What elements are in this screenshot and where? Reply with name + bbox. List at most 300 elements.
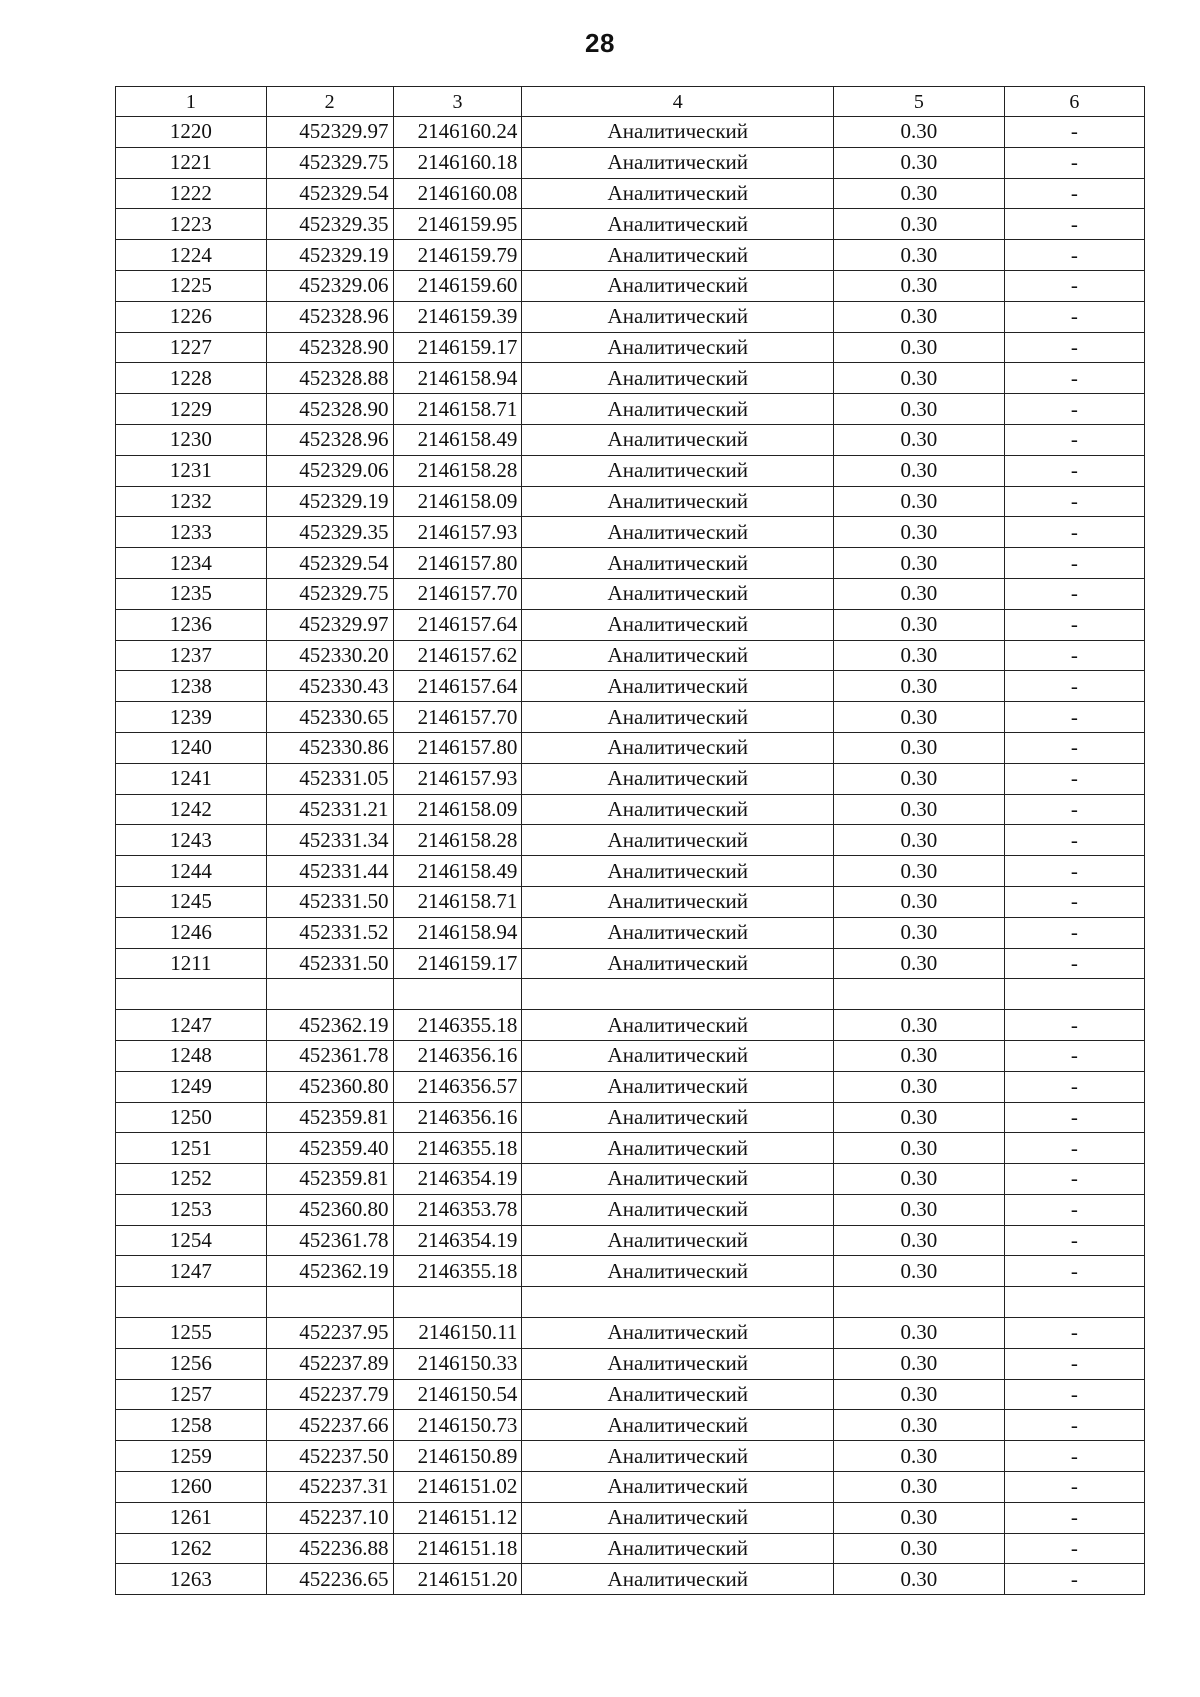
- coord-x-cell: 452237.50: [266, 1441, 393, 1472]
- note-cell: -: [1004, 1410, 1144, 1441]
- table-row: [116, 1010, 1145, 1041]
- table-row: [116, 917, 1145, 948]
- coord-y-cell: 2146150.89: [393, 1441, 522, 1472]
- coord-y-cell: 2146355.18: [393, 1133, 522, 1164]
- method-cell: Аналитический: [522, 209, 834, 240]
- coord-x-cell: 452359.81: [266, 1164, 393, 1195]
- coord-y-cell: 2146158.28: [393, 455, 522, 486]
- note-cell: -: [1004, 1318, 1144, 1349]
- note-cell: -: [1004, 732, 1144, 763]
- method-cell: Аналитический: [522, 486, 834, 517]
- method-cell: Аналитический: [522, 1010, 834, 1041]
- coord-y-cell: 2146355.18: [393, 1256, 522, 1287]
- table-row: [116, 548, 1145, 579]
- coord-x-cell: 452329.35: [266, 209, 393, 240]
- method-cell: Аналитический: [522, 1410, 834, 1441]
- accuracy-cell: 0.30: [834, 301, 1004, 332]
- note-cell: -: [1004, 178, 1144, 209]
- header-cell: 2: [266, 87, 393, 117]
- table-row: [116, 1040, 1145, 1071]
- table-row: [116, 424, 1145, 455]
- method-cell: Аналитический: [522, 671, 834, 702]
- coord-x-cell: 452362.19: [266, 1010, 393, 1041]
- coord-y-cell: 2146150.11: [393, 1318, 522, 1349]
- coord-y-cell: 2146356.57: [393, 1071, 522, 1102]
- point-number-cell: 1228: [116, 363, 267, 394]
- point-number-cell: 1244: [116, 856, 267, 887]
- coord-x-cell: [266, 1287, 393, 1318]
- note-cell: -: [1004, 825, 1144, 856]
- accuracy-cell: 0.30: [834, 1194, 1004, 1225]
- accuracy-cell: 0.30: [834, 548, 1004, 579]
- header-cell: 5: [834, 87, 1004, 117]
- coord-x-cell: 452360.80: [266, 1194, 393, 1225]
- method-cell: Аналитический: [522, 732, 834, 763]
- point-number-cell: 1256: [116, 1348, 267, 1379]
- table-row: [116, 825, 1145, 856]
- accuracy-cell: 0.30: [834, 1410, 1004, 1441]
- method-cell: [522, 979, 834, 1010]
- accuracy-cell: 0.30: [834, 794, 1004, 825]
- coord-x-cell: 452331.05: [266, 763, 393, 794]
- point-number-cell: [116, 1287, 267, 1318]
- coord-y-cell: 2146157.93: [393, 517, 522, 548]
- coord-y-cell: 2146158.28: [393, 825, 522, 856]
- table-row: [116, 1533, 1145, 1564]
- accuracy-cell: 0.30: [834, 1071, 1004, 1102]
- table-row: [116, 517, 1145, 548]
- coord-x-cell: 452330.43: [266, 671, 393, 702]
- note-cell: -: [1004, 1102, 1144, 1133]
- note-cell: [1004, 979, 1144, 1010]
- coord-y-cell: 2146353.78: [393, 1194, 522, 1225]
- coord-x-cell: 452361.78: [266, 1040, 393, 1071]
- note-cell: -: [1004, 578, 1144, 609]
- accuracy-cell: 0.30: [834, 1040, 1004, 1071]
- coord-x-cell: 452329.06: [266, 270, 393, 301]
- coord-y-cell: 2146158.94: [393, 363, 522, 394]
- coord-y-cell: 2146150.54: [393, 1379, 522, 1410]
- coord-y-cell: 2146158.94: [393, 917, 522, 948]
- method-cell: Аналитический: [522, 1256, 834, 1287]
- coord-y-cell: 2146151.18: [393, 1533, 522, 1564]
- accuracy-cell: 0.30: [834, 486, 1004, 517]
- method-cell: Аналитический: [522, 825, 834, 856]
- point-number-cell: 1250: [116, 1102, 267, 1133]
- point-number-cell: 1236: [116, 609, 267, 640]
- method-cell: Аналитический: [522, 1564, 834, 1595]
- point-number-cell: 1251: [116, 1133, 267, 1164]
- note-cell: -: [1004, 1194, 1144, 1225]
- accuracy-cell: 0.30: [834, 1502, 1004, 1533]
- point-number-cell: 1226: [116, 301, 267, 332]
- note-cell: -: [1004, 794, 1144, 825]
- coord-x-cell: 452329.75: [266, 578, 393, 609]
- table-row: [116, 1348, 1145, 1379]
- coord-y-cell: 2146157.70: [393, 702, 522, 733]
- coord-x-cell: [266, 979, 393, 1010]
- note-cell: -: [1004, 424, 1144, 455]
- method-cell: Аналитический: [522, 240, 834, 271]
- coord-y-cell: 2146157.62: [393, 640, 522, 671]
- method-cell: Аналитический: [522, 1533, 834, 1564]
- point-number-cell: 1247: [116, 1256, 267, 1287]
- table-row: [116, 270, 1145, 301]
- point-number-cell: 1230: [116, 424, 267, 455]
- method-cell: Аналитический: [522, 394, 834, 425]
- coord-x-cell: 452331.50: [266, 948, 393, 979]
- table-row: [116, 609, 1145, 640]
- note-cell: -: [1004, 609, 1144, 640]
- accuracy-cell: 0.30: [834, 455, 1004, 486]
- table-row: [116, 763, 1145, 794]
- table-row: [116, 856, 1145, 887]
- coord-y-cell: [393, 979, 522, 1010]
- method-cell: Аналитический: [522, 301, 834, 332]
- point-number-cell: 1260: [116, 1472, 267, 1503]
- coord-y-cell: 2146157.64: [393, 609, 522, 640]
- point-number-cell: 1259: [116, 1441, 267, 1472]
- table-row: [116, 301, 1145, 332]
- point-number-cell: 1225: [116, 270, 267, 301]
- note-cell: -: [1004, 640, 1144, 671]
- coord-y-cell: 2146160.08: [393, 178, 522, 209]
- method-cell: Аналитический: [522, 1348, 834, 1379]
- coord-y-cell: 2146160.18: [393, 147, 522, 178]
- point-number-cell: 1224: [116, 240, 267, 271]
- table-row: [116, 178, 1145, 209]
- point-number-cell: 1227: [116, 332, 267, 363]
- accuracy-cell: 0.30: [834, 1225, 1004, 1256]
- point-number-cell: 1262: [116, 1533, 267, 1564]
- table-row: [116, 332, 1145, 363]
- method-cell: Аналитический: [522, 578, 834, 609]
- accuracy-cell: 0.30: [834, 578, 1004, 609]
- table-row: [116, 1502, 1145, 1533]
- table-row: [116, 948, 1145, 979]
- note-cell: -: [1004, 1040, 1144, 1071]
- note-cell: -: [1004, 270, 1144, 301]
- coord-y-cell: 2146150.73: [393, 1410, 522, 1441]
- note-cell: -: [1004, 240, 1144, 271]
- accuracy-cell: 0.30: [834, 517, 1004, 548]
- method-cell: Аналитический: [522, 424, 834, 455]
- coord-x-cell: 452331.34: [266, 825, 393, 856]
- accuracy-cell: 0.30: [834, 147, 1004, 178]
- table-row: [116, 1256, 1145, 1287]
- coord-x-cell: 452331.21: [266, 794, 393, 825]
- note-cell: -: [1004, 886, 1144, 917]
- method-cell: Аналитический: [522, 455, 834, 486]
- accuracy-cell: 0.30: [834, 363, 1004, 394]
- point-number-cell: 1240: [116, 732, 267, 763]
- accuracy-cell: 0.30: [834, 1441, 1004, 1472]
- coord-x-cell: 452329.54: [266, 178, 393, 209]
- method-cell: Аналитический: [522, 1040, 834, 1071]
- note-cell: -: [1004, 1225, 1144, 1256]
- method-cell: Аналитический: [522, 178, 834, 209]
- coord-x-cell: 452329.35: [266, 517, 393, 548]
- accuracy-cell: 0.30: [834, 1102, 1004, 1133]
- method-cell: Аналитический: [522, 886, 834, 917]
- coord-y-cell: 2146157.80: [393, 548, 522, 579]
- accuracy-cell: 0.30: [834, 640, 1004, 671]
- method-cell: Аналитический: [522, 1441, 834, 1472]
- method-cell: Аналитический: [522, 1194, 834, 1225]
- table-separator-row: [116, 979, 1145, 1010]
- header-cell: 1: [116, 87, 267, 117]
- point-number-cell: 1249: [116, 1071, 267, 1102]
- point-number-cell: 1233: [116, 517, 267, 548]
- note-cell: -: [1004, 209, 1144, 240]
- table-body: [116, 117, 1145, 1595]
- table-row: [116, 1379, 1145, 1410]
- coord-x-cell: 452331.52: [266, 917, 393, 948]
- note-cell: -: [1004, 1010, 1144, 1041]
- method-cell: Аналитический: [522, 117, 834, 148]
- coord-y-cell: 2146159.17: [393, 948, 522, 979]
- coord-x-cell: 452237.89: [266, 1348, 393, 1379]
- point-number-cell: [116, 979, 267, 1010]
- method-cell: Аналитический: [522, 1225, 834, 1256]
- table-row: [116, 578, 1145, 609]
- table-row: [116, 1410, 1145, 1441]
- coord-y-cell: 2146158.71: [393, 394, 522, 425]
- accuracy-cell: 0.30: [834, 394, 1004, 425]
- coord-x-cell: 452237.31: [266, 1472, 393, 1503]
- method-cell: Аналитический: [522, 1472, 834, 1503]
- method-cell: Аналитический: [522, 270, 834, 301]
- table-separator-row: [116, 1287, 1145, 1318]
- accuracy-cell: 0.30: [834, 825, 1004, 856]
- note-cell: -: [1004, 455, 1144, 486]
- coord-y-cell: 2146354.19: [393, 1225, 522, 1256]
- note-cell: -: [1004, 1441, 1144, 1472]
- method-cell: Аналитический: [522, 609, 834, 640]
- accuracy-cell: 0.30: [834, 1256, 1004, 1287]
- coord-y-cell: 2146157.70: [393, 578, 522, 609]
- method-cell: Аналитический: [522, 1164, 834, 1195]
- coord-y-cell: [393, 1287, 522, 1318]
- accuracy-cell: 0.30: [834, 1318, 1004, 1349]
- note-cell: -: [1004, 394, 1144, 425]
- coord-x-cell: 452329.06: [266, 455, 393, 486]
- header-cell: 4: [522, 87, 834, 117]
- note-cell: -: [1004, 856, 1144, 887]
- coord-x-cell: 452328.90: [266, 332, 393, 363]
- method-cell: Аналитический: [522, 763, 834, 794]
- note-cell: [1004, 1287, 1144, 1318]
- method-cell: Аналитический: [522, 1102, 834, 1133]
- point-number-cell: 1222: [116, 178, 267, 209]
- point-number-cell: 1241: [116, 763, 267, 794]
- point-number-cell: 1247: [116, 1010, 267, 1041]
- table-row: [116, 640, 1145, 671]
- method-cell: Аналитический: [522, 1379, 834, 1410]
- note-cell: -: [1004, 1256, 1144, 1287]
- table-row: [116, 1225, 1145, 1256]
- coord-x-cell: 452328.88: [266, 363, 393, 394]
- coord-x-cell: 452359.40: [266, 1133, 393, 1164]
- table-row: [116, 1164, 1145, 1195]
- method-cell: Аналитический: [522, 363, 834, 394]
- note-cell: -: [1004, 548, 1144, 579]
- accuracy-cell: 0.30: [834, 1564, 1004, 1595]
- point-number-cell: 1253: [116, 1194, 267, 1225]
- point-number-cell: 1223: [116, 209, 267, 240]
- point-number-cell: 1237: [116, 640, 267, 671]
- point-number-cell: 1252: [116, 1164, 267, 1195]
- accuracy-cell: 0.30: [834, 856, 1004, 887]
- method-cell: Аналитический: [522, 640, 834, 671]
- method-cell: Аналитический: [522, 1318, 834, 1349]
- coord-x-cell: 452331.44: [266, 856, 393, 887]
- table-row: [116, 455, 1145, 486]
- coord-x-cell: 452328.96: [266, 301, 393, 332]
- method-cell: Аналитический: [522, 517, 834, 548]
- coord-y-cell: 2146159.79: [393, 240, 522, 271]
- coord-y-cell: 2146160.24: [393, 117, 522, 148]
- coord-x-cell: 452237.66: [266, 1410, 393, 1441]
- table-row: [116, 240, 1145, 271]
- note-cell: -: [1004, 1533, 1144, 1564]
- accuracy-cell: 0.30: [834, 609, 1004, 640]
- point-number-cell: 1220: [116, 117, 267, 148]
- table-row: [116, 394, 1145, 425]
- point-number-cell: 1229: [116, 394, 267, 425]
- coord-x-cell: 452237.79: [266, 1379, 393, 1410]
- note-cell: -: [1004, 147, 1144, 178]
- table-row: [116, 209, 1145, 240]
- coord-x-cell: 452330.86: [266, 732, 393, 763]
- point-number-cell: 1263: [116, 1564, 267, 1595]
- table-row: [116, 1441, 1145, 1472]
- note-cell: -: [1004, 1348, 1144, 1379]
- table-row: [116, 1071, 1145, 1102]
- method-cell: Аналитический: [522, 548, 834, 579]
- coord-y-cell: 2146151.12: [393, 1502, 522, 1533]
- coord-x-cell: 452329.19: [266, 486, 393, 517]
- note-cell: -: [1004, 1164, 1144, 1195]
- method-cell: Аналитический: [522, 948, 834, 979]
- coord-x-cell: 452361.78: [266, 1225, 393, 1256]
- accuracy-cell: 0.30: [834, 1133, 1004, 1164]
- coord-x-cell: 452236.65: [266, 1564, 393, 1595]
- accuracy-cell: 0.30: [834, 886, 1004, 917]
- accuracy-cell: 0.30: [834, 917, 1004, 948]
- accuracy-cell: 0.30: [834, 948, 1004, 979]
- coord-x-cell: 452329.75: [266, 147, 393, 178]
- accuracy-cell: 0.30: [834, 1348, 1004, 1379]
- accuracy-cell: 0.30: [834, 702, 1004, 733]
- accuracy-cell: 0.30: [834, 671, 1004, 702]
- table-row: [116, 1102, 1145, 1133]
- table-row: [116, 886, 1145, 917]
- method-cell: Аналитический: [522, 702, 834, 733]
- note-cell: -: [1004, 486, 1144, 517]
- accuracy-cell: 0.30: [834, 178, 1004, 209]
- note-cell: -: [1004, 517, 1144, 548]
- note-cell: -: [1004, 702, 1144, 733]
- coord-x-cell: 452362.19: [266, 1256, 393, 1287]
- coord-y-cell: 2146159.39: [393, 301, 522, 332]
- header-cell: 6: [1004, 87, 1144, 117]
- coord-y-cell: 2146355.18: [393, 1010, 522, 1041]
- point-number-cell: 1248: [116, 1040, 267, 1071]
- method-cell: [522, 1287, 834, 1318]
- table-row: [116, 794, 1145, 825]
- coord-y-cell: 2146150.33: [393, 1348, 522, 1379]
- coord-y-cell: 2146158.49: [393, 856, 522, 887]
- coord-y-cell: 2146159.17: [393, 332, 522, 363]
- accuracy-cell: 0.30: [834, 1379, 1004, 1410]
- point-number-cell: 1243: [116, 825, 267, 856]
- point-number-cell: 1261: [116, 1502, 267, 1533]
- coord-x-cell: 452329.19: [266, 240, 393, 271]
- coord-y-cell: 2146151.02: [393, 1472, 522, 1503]
- coord-x-cell: 452330.20: [266, 640, 393, 671]
- note-cell: -: [1004, 332, 1144, 363]
- table-row: [116, 1564, 1145, 1595]
- table-row: [116, 117, 1145, 148]
- header-cell: 3: [393, 87, 522, 117]
- coord-x-cell: 452237.10: [266, 1502, 393, 1533]
- note-cell: -: [1004, 1379, 1144, 1410]
- coord-x-cell: 452329.97: [266, 117, 393, 148]
- accuracy-cell: 0.30: [834, 270, 1004, 301]
- note-cell: -: [1004, 1133, 1144, 1164]
- accuracy-cell: 0.30: [834, 1533, 1004, 1564]
- point-number-cell: 1246: [116, 917, 267, 948]
- point-number-cell: 1235: [116, 578, 267, 609]
- accuracy-cell: 0.30: [834, 1164, 1004, 1195]
- method-cell: Аналитический: [522, 1502, 834, 1533]
- note-cell: -: [1004, 1071, 1144, 1102]
- accuracy-cell: [834, 979, 1004, 1010]
- method-cell: Аналитический: [522, 1133, 834, 1164]
- coord-y-cell: 2146356.16: [393, 1040, 522, 1071]
- note-cell: -: [1004, 301, 1144, 332]
- coord-x-cell: 452329.97: [266, 609, 393, 640]
- method-cell: Аналитический: [522, 794, 834, 825]
- point-number-cell: 1242: [116, 794, 267, 825]
- accuracy-cell: 0.30: [834, 209, 1004, 240]
- coord-y-cell: 2146356.16: [393, 1102, 522, 1133]
- table-row: [116, 363, 1145, 394]
- coord-x-cell: 452331.50: [266, 886, 393, 917]
- coord-x-cell: 452329.54: [266, 548, 393, 579]
- table-row: [116, 1472, 1145, 1503]
- point-number-cell: 1232: [116, 486, 267, 517]
- page-number: 28: [585, 28, 615, 58]
- accuracy-cell: 0.30: [834, 763, 1004, 794]
- method-cell: Аналитический: [522, 147, 834, 178]
- coord-x-cell: 452328.90: [266, 394, 393, 425]
- point-number-cell: 1238: [116, 671, 267, 702]
- coord-x-cell: 452236.88: [266, 1533, 393, 1564]
- note-cell: -: [1004, 948, 1144, 979]
- coordinates-table: [115, 86, 1145, 1595]
- note-cell: -: [1004, 917, 1144, 948]
- point-number-cell: 1231: [116, 455, 267, 486]
- table-row: [116, 147, 1145, 178]
- coord-y-cell: 2146157.93: [393, 763, 522, 794]
- accuracy-cell: 0.30: [834, 332, 1004, 363]
- coord-y-cell: 2146151.20: [393, 1564, 522, 1595]
- point-number-cell: 1221: [116, 147, 267, 178]
- coord-x-cell: 452330.65: [266, 702, 393, 733]
- coord-y-cell: 2146158.49: [393, 424, 522, 455]
